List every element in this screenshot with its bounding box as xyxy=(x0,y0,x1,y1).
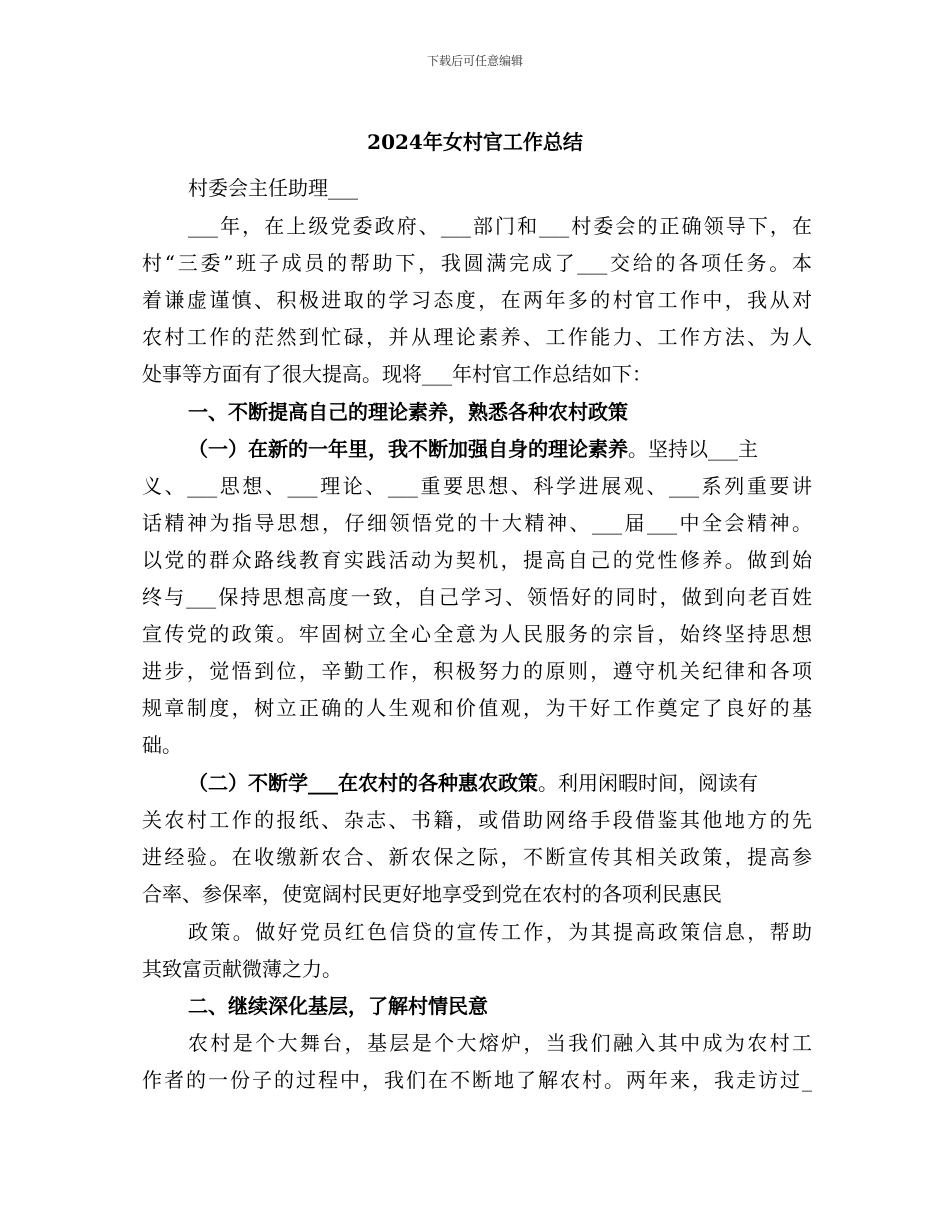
paragraph-line: 关农村工作的报纸、杂志、书籍，或借助网络手段借鉴其他地方的先 xyxy=(142,808,812,832)
subsection-text: 。坚持以___主 xyxy=(628,437,758,461)
paragraph-line: 村“三委”班子成员的帮助下，我圆满完成了___交给的各项任务。本 xyxy=(142,251,812,275)
paragraph-line: 宣传党的政策。牢固树立全心全意为人民服务的宗旨，始终坚持思想 xyxy=(142,622,812,646)
paragraph-line: 村委会主任助理___ xyxy=(188,176,358,200)
paragraph-line: 合率、参保率，使宽阔村民更好地享受到党在农村的各项利民惠民 xyxy=(142,882,722,906)
paragraph-line: 其致富贡献微薄之力。 xyxy=(142,957,342,981)
section-heading: 二、继续深化基层，了解村情民意 xyxy=(188,994,488,1018)
paragraph-line: 义、___思想、___理论、___重要思想、科学进展观、___系列重要讲 xyxy=(142,474,812,498)
paragraph-line: 以党的群众路线教育实践活动为契机，提高自己的党性修养。做到始 xyxy=(142,548,812,572)
subsection-line xyxy=(188,769,812,797)
paragraph-line: 作者的一份子的过程中，我们在不断地了解农村。两年来，我走访过_ xyxy=(142,1068,812,1092)
header-note: 下载后可任意编辑 xyxy=(426,54,523,68)
paragraph-line: 处事等方面有了很大提高。现将___年村官工作总结如下： xyxy=(142,362,652,386)
paragraph-line: 政策。做好党员红色信贷的宣传工作，为其提高政策信息，帮助 xyxy=(188,920,812,944)
paragraph-line: 着谦虚谨慎、积极进取的学习态度，在两年多的村官工作中，我从对 xyxy=(142,288,812,312)
paragraph-line: ___年，在上级党委政府、___部门和___村委会的正确领导下，在 xyxy=(188,214,812,238)
paragraph-line: 农村工作的茫然到忙碌，并从理论素养、工作能力、工作方法、为人 xyxy=(142,325,812,349)
paragraph-line: 农村是个大舞台，基层是个大熔炉，当我们融入其中成为农村工 xyxy=(188,1031,812,1055)
paragraph-line: 话精神为指导思想，仔细领悟党的十大精神、___届___中全会精神。 xyxy=(142,511,812,535)
subsection-heading: （二）不断学___在农村的各种惠农政策 xyxy=(188,771,538,795)
section-heading: 一、不断提高自己的理论素养，熟悉各种农村政策 xyxy=(188,400,628,424)
subsection-line xyxy=(188,435,812,463)
document-title: 2024年女村官工作总结 xyxy=(367,130,583,154)
subsection-heading: （一）在新的一年里，我不断加强自身的理论素养 xyxy=(188,437,628,461)
paragraph-line: 础。 xyxy=(142,733,182,757)
paragraph-line: 终与___保持思想高度一致，自己学习、领悟好的同时，做到向老百姓 xyxy=(142,585,812,609)
paragraph-line: 规章制度，树立正确的人生观和价值观，为干好工作奠定了良好的基 xyxy=(142,696,812,720)
paragraph-line: 进经验。在收缴新农合、新农保之际，不断宣传其相关政策，提高参 xyxy=(142,845,812,869)
paragraph-line: 进步，觉悟到位，辛勤工作，积极努力的原则，遵守机关纪律和各项 xyxy=(142,659,812,683)
subsection-text: 。利用闲暇时间，阅读有 xyxy=(538,771,758,795)
